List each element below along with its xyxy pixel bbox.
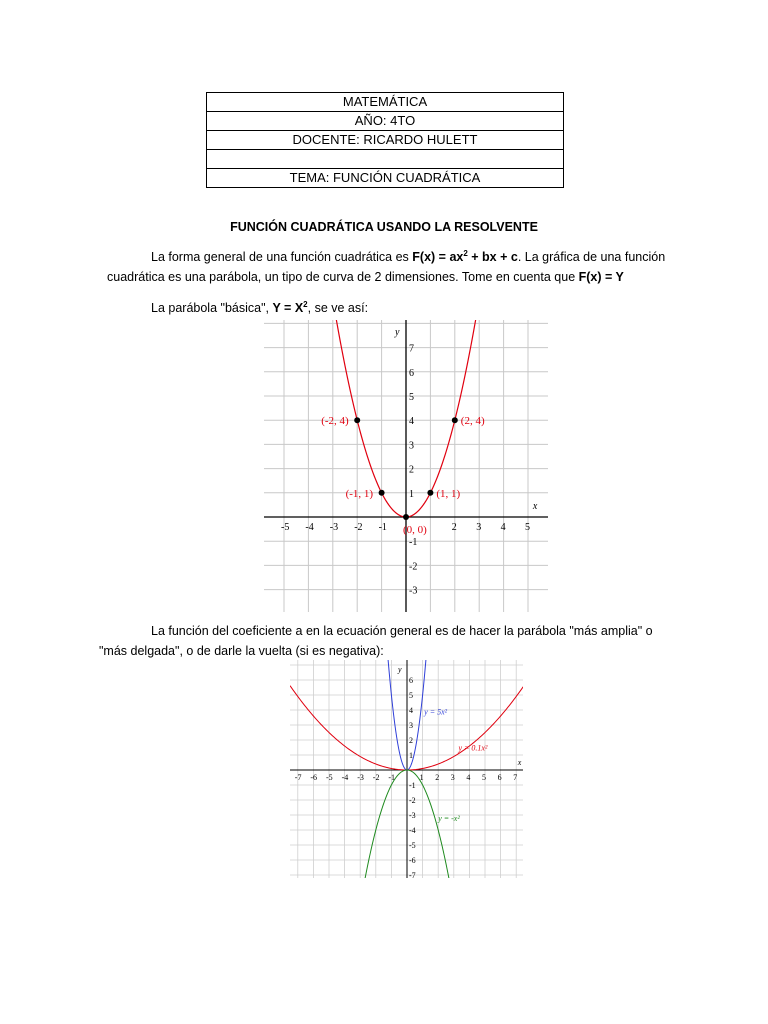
y-tick-label: 2 — [409, 464, 414, 476]
x-tick-label: 1 — [419, 773, 424, 782]
point-marker — [403, 514, 409, 520]
point-marker — [427, 490, 433, 496]
y-tick-label: 5 — [409, 392, 414, 403]
x-tick-label: -3 — [329, 522, 339, 533]
header-table — [206, 92, 564, 188]
y-tick-label: 3 — [409, 440, 414, 452]
x-tick-label: -7 — [294, 773, 302, 782]
y-tick-label: 7 — [409, 343, 414, 355]
x-tick-label: 4 — [466, 773, 471, 782]
x-tick-label: 3 — [450, 773, 455, 782]
basic-parabola-graph — [264, 320, 548, 612]
header-subject: MATEMÁTICA — [207, 93, 564, 112]
text: La forma general de una función cuadrática es — [151, 250, 413, 264]
text: . La gráfica de una función — [517, 250, 666, 264]
x-tick-label: 3 — [476, 522, 482, 533]
x-tick-label: -4 — [341, 773, 349, 782]
coefficient-comparison-graph — [290, 660, 523, 878]
y-tick-label: 4 — [409, 416, 414, 428]
x-tick-label: 6 — [497, 773, 502, 782]
text: La función del coeficiente a en la ecuación general es de hacer la parábola "más amplia" o — [151, 624, 653, 638]
y-axis-label: y — [398, 665, 402, 674]
header-topic: TEMA: FUNCIÓN CUADRÁTICA — [207, 169, 564, 188]
text: "más delgada", o de darle la vuelta (si es negativa): — [99, 644, 384, 658]
point-label: (0, 0) — [403, 524, 427, 536]
x-tick-label: 2 — [451, 522, 457, 533]
paragraph-coefficient — [99, 621, 667, 661]
x-tick-label: 4 — [500, 522, 506, 533]
y-tick-label: -1 — [409, 537, 418, 549]
y-tick-label: -6 — [409, 856, 416, 865]
point-label: (-2, 4) — [321, 415, 349, 428]
y-tick-label: -3 — [409, 811, 416, 820]
y-tick-label: -1 — [409, 781, 416, 790]
point-label: (2, 4) — [460, 415, 485, 428]
x-tick-label: -2 — [372, 773, 380, 782]
x-tick-label: 2 — [435, 773, 440, 782]
header-year: AÑO: 4TO — [207, 112, 564, 131]
header-teacher: DOCENTE: RICARDO HULETT — [207, 131, 564, 150]
y-tick-label: 1 — [409, 488, 414, 500]
y-tick-label: -3 — [409, 585, 418, 597]
y-tick-label: 6 — [409, 676, 413, 685]
x-tick-label: -5 — [326, 773, 333, 782]
y-tick-label: -2 — [409, 796, 416, 805]
y-tick-label: -5 — [409, 841, 416, 850]
y-tick-label: 2 — [409, 736, 413, 745]
header-empty-row — [207, 150, 564, 169]
paragraph-basic-parabola — [107, 298, 667, 318]
x-tick-label: -1 — [378, 522, 387, 533]
y-tick-label: 6 — [409, 367, 414, 379]
y-tick-label: -2 — [409, 561, 418, 573]
formula-basic: $Y = X^2$ — [272, 299, 308, 315]
x-axis-label: x — [517, 758, 522, 767]
y-tick-label: 4 — [409, 706, 413, 715]
formula-fx-eq-y: F(x) = Y — [578, 270, 624, 284]
point-marker — [452, 417, 458, 423]
y-tick-label: 5 — [409, 691, 413, 700]
y-tick-label: -7 — [409, 871, 416, 878]
point-marker — [379, 490, 385, 496]
x-tick-label: -5 — [281, 522, 290, 533]
x-tick-label: -6 — [310, 773, 318, 782]
x-tick-label: 7 — [513, 773, 518, 782]
section-title: FUNCIÓN CUADRÁTICA USANDO LA RESOLVENTE — [230, 220, 538, 234]
curve-label: y = 0.1x² — [458, 743, 488, 753]
x-axis-label: x — [532, 501, 538, 512]
point-marker — [354, 417, 360, 423]
point-label: (1, 1) — [436, 487, 461, 500]
curve-label: y = 5x² — [424, 707, 448, 717]
x-tick-label: 5 — [525, 522, 530, 533]
y-tick-label: 1 — [409, 751, 413, 760]
y-tick-label: -4 — [409, 826, 416, 835]
text: cuadrática es una parábola, un tipo de curva de 2 dimensiones. Tome en cuenta que — [107, 270, 579, 284]
x-tick-label: 5 — [482, 773, 486, 782]
x-tick-label: -4 — [305, 522, 314, 533]
text: , se ve así: — [307, 301, 369, 315]
x-tick-label: -1 — [388, 773, 396, 782]
point-label: (-1, 1) — [345, 487, 374, 500]
y-axis-label: y — [395, 327, 400, 338]
paragraph-general-form — [107, 247, 667, 287]
y-tick-label: 3 — [409, 721, 413, 730]
x-tick-label: -2 — [354, 522, 363, 533]
curve-label: y = -x² — [438, 814, 460, 823]
x-tick-label: -3 — [357, 773, 364, 782]
text: La parábola "básica", — [151, 301, 273, 315]
formula-general: $F(x) = ax^2$ + bx + c — [412, 248, 518, 264]
